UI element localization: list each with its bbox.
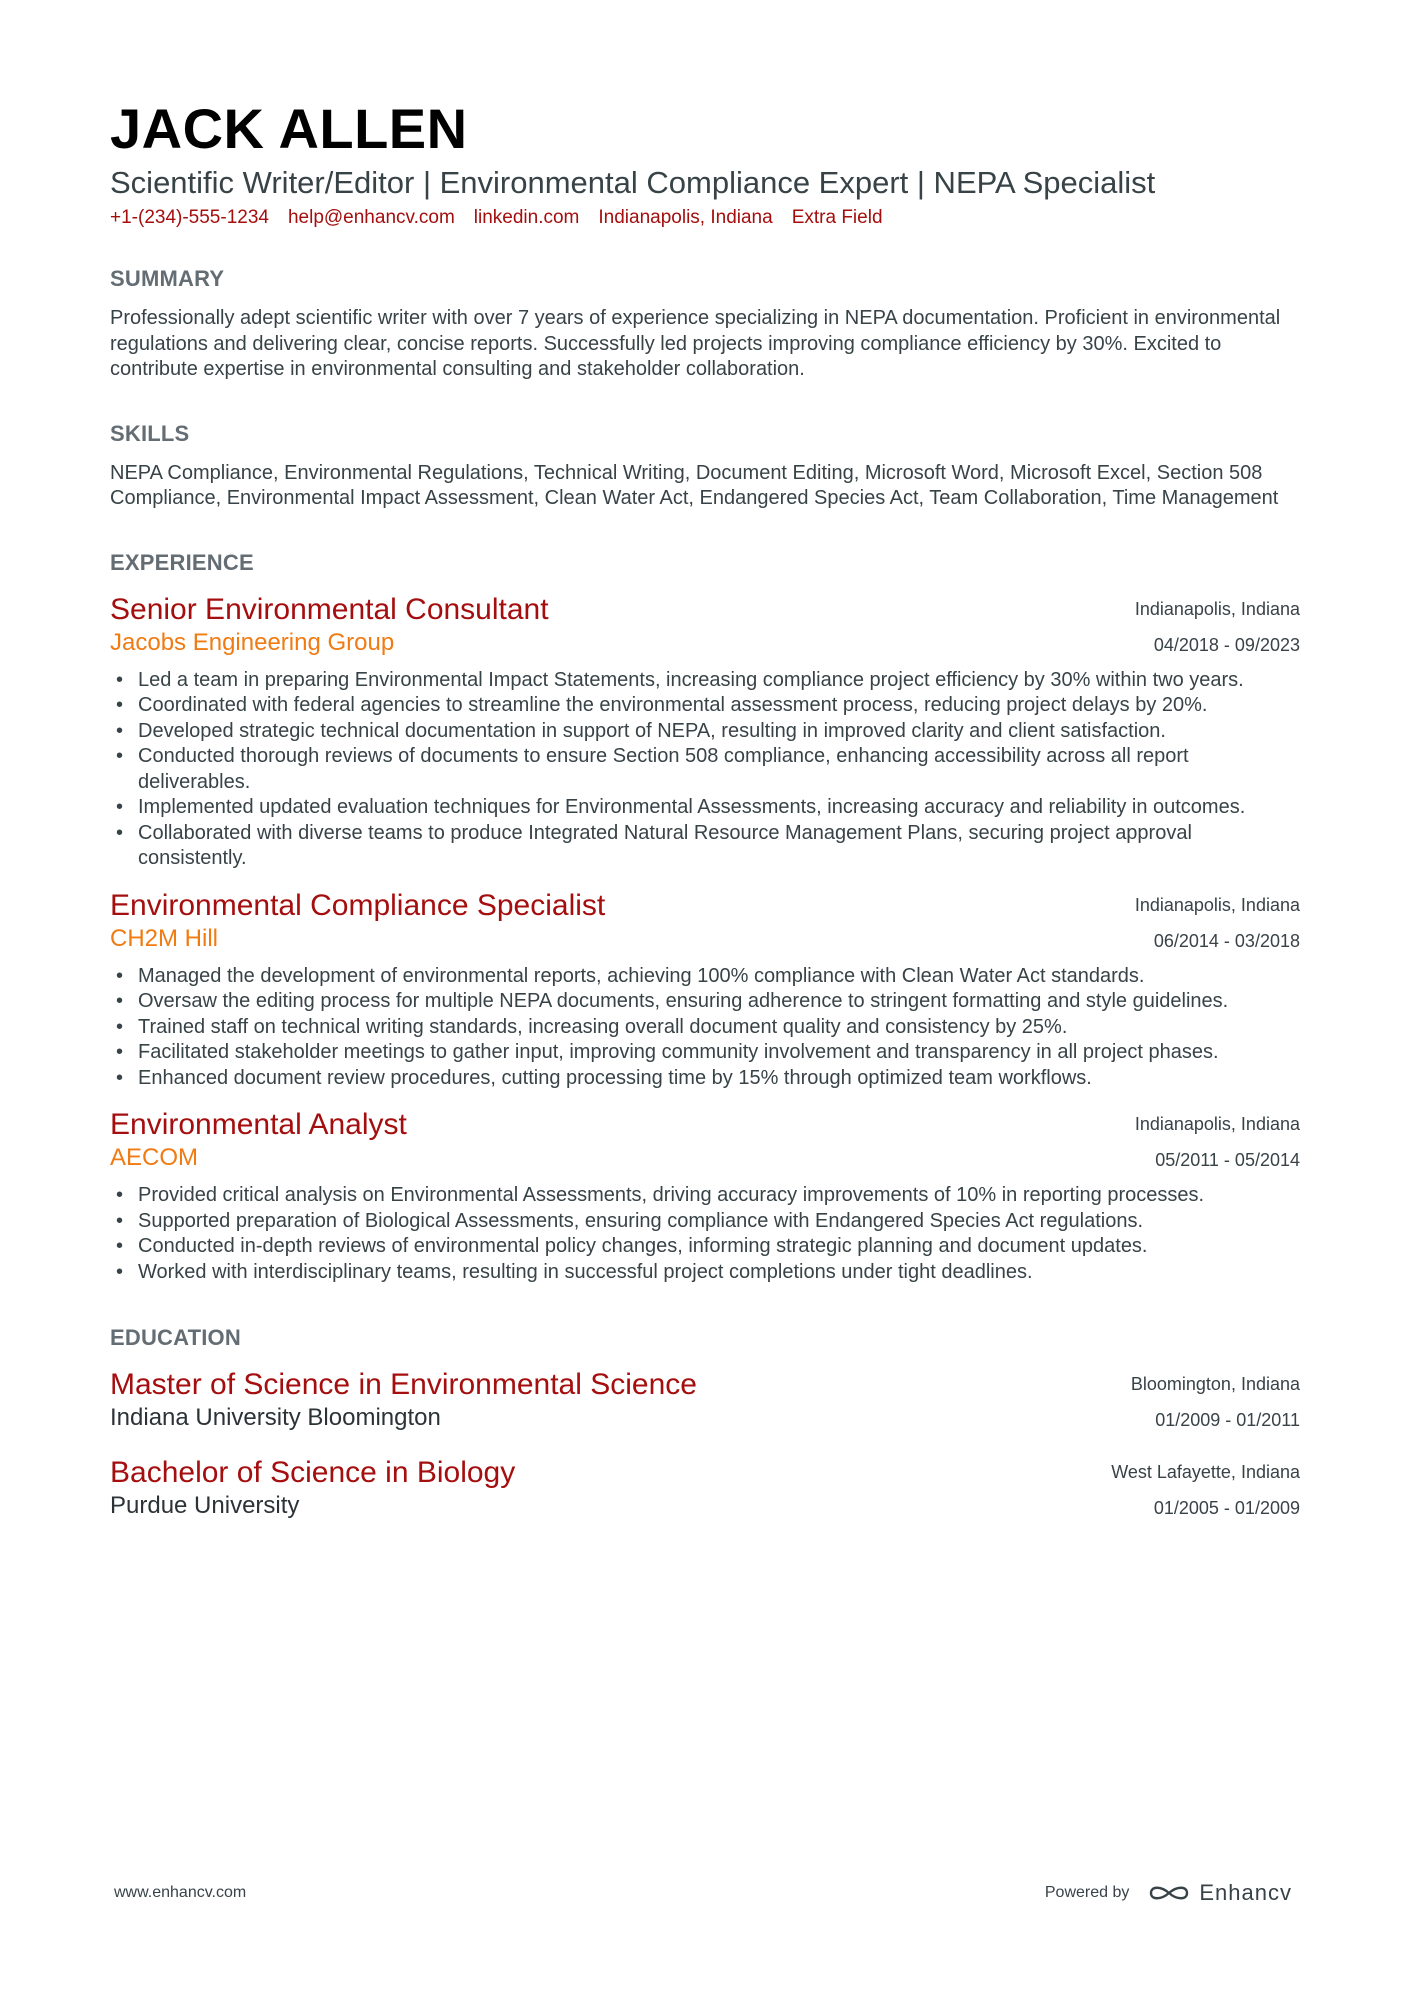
summary-heading: SUMMARY (110, 266, 225, 291)
bullet-item: • Conducted in-depth reviews of environmental policy changes, informing strategic planning and document updates. (110, 1234, 1300, 1260)
contact-location: Indianapolis, Indiana (598, 207, 773, 228)
school-name: Indiana University Bloomington (110, 1404, 441, 1431)
bullet-item: • Implemented updated evaluation techniques for Environmental Assessments, increasing accuracy and reliability in outcomes. (110, 795, 1300, 821)
skills-heading: SKILLS (110, 420, 190, 446)
page-footer (114, 1880, 1292, 1906)
bullet-item: • Supported preparation of Biological Assessments, ensuring compliance with Endangered Species Act regulations. (110, 1209, 1300, 1235)
candidate-title: Scientific Writer/Editor | Environmental Compliance Expert | NEPA Specialist (110, 165, 1156, 200)
bullet-item: • Conducted thorough reviews of documents to ensure Section 508 compliance, enhancing accessibility across all report deliverables. (110, 744, 1300, 795)
bullet-item: • Trained staff on technical writing standards, increasing overall document quality and consistency by 25%. (110, 1015, 1300, 1041)
education-heading: EDUCATION (110, 1325, 241, 1350)
resume-header (110, 98, 1300, 230)
job-header (110, 1107, 1300, 1173)
education-entry (110, 1455, 1300, 1521)
education-header (110, 1455, 1300, 1521)
enhancv-logo-icon (1147, 1881, 1191, 1905)
bullet-item: • Coordinated with federal agencies to streamline the environmental assessment process, reducing project delays by 20%. (110, 693, 1300, 719)
job-bullets (110, 668, 1300, 872)
job-entry (110, 1107, 1300, 1285)
bullet-item: • Facilitated stakeholder meetings to gather input, improving community involvement and transparency in all project phases. (110, 1040, 1300, 1066)
job-bullets (110, 1183, 1300, 1285)
bullet-item: • Collaborated with diverse teams to produce Integrated Natural Resource Management Plans, securing project approval consistently. (110, 821, 1300, 872)
bullet-item: • Enhanced document review procedures, cutting processing time by 15% through optimized team workflows. (110, 1066, 1300, 1092)
job-location: Indianapolis, Indiana (1134, 1114, 1300, 1134)
contact-extra-field: Extra Field (791, 207, 883, 228)
job-company: Jacobs Engineering Group (110, 628, 395, 656)
education-dates: 01/2009 - 01/2011 (1155, 1410, 1300, 1430)
job-dates: 04/2018 - 09/2023 (1153, 634, 1300, 655)
bullet-item: • Developed strategic technical documentation in support of NEPA, resulting in improved clarity and client satisfaction. (110, 719, 1300, 745)
bullet-item: • Worked with interdisciplinary teams, resulting in successful project completions under tight deadlines. (110, 1260, 1300, 1286)
brand-name: Enhancv (1199, 1880, 1292, 1905)
skills-text: NEPA Compliance, Environmental Regulations, Technical Writing, Document Editing, Microsoft Word, Microsoft Excel, Section 508 Compliance, Environmental Impact Assessment, Clean Water Act, Endangered Species Act, Team Collaboration, Time Management (110, 461, 1279, 509)
summary-section (110, 266, 1300, 383)
education-section (110, 1325, 1300, 1521)
job-location: Indianapolis, Indiana (1134, 894, 1300, 915)
job-bullets (110, 964, 1300, 1092)
school-location: West Lafayette, Indiana (1111, 1462, 1300, 1482)
bullet-item: • Managed the development of environmental reports, achieving 100% compliance with Clean Water Act standards. (110, 964, 1300, 990)
job-title: Environmental Analyst (110, 1108, 407, 1141)
school-location: Bloomington, Indiana (1130, 1374, 1300, 1394)
job-company: AECOM (110, 1144, 199, 1171)
contact-row (110, 206, 1300, 230)
powered-by-label: Powered by (1044, 1884, 1130, 1901)
education-header (110, 1367, 1300, 1433)
degree-title: Master of Science in Environmental Science (110, 1368, 697, 1401)
experience-section (110, 550, 1300, 1286)
job-title: Environmental Compliance Specialist (110, 888, 606, 922)
job-entry (110, 592, 1300, 872)
job-company: CH2M Hill (110, 924, 218, 952)
skills-section (110, 421, 1300, 512)
education-entry (110, 1367, 1300, 1433)
footer-website[interactable]: www.enhancv.com (114, 1884, 247, 1901)
contact-phone[interactable]: +1-(234)-555-1234 (110, 207, 269, 228)
powered-by (1045, 1880, 1292, 1906)
contact-linkedin[interactable]: linkedin.com (473, 207, 580, 228)
job-dates: 05/2011 - 05/2014 (1155, 1150, 1300, 1170)
bullet-item: • Oversaw the editing process for multiple NEPA documents, ensuring adherence to stringent formatting and style guidelines. (110, 989, 1300, 1015)
bullet-item: • Led a team in preparing Environmental Impact Statements, increasing compliance project efficiency by 30% within two years. (110, 668, 1300, 694)
job-location: Indianapolis, Indiana (1134, 598, 1300, 619)
brand-logo[interactable] (1147, 1880, 1292, 1906)
contact-email[interactable]: help@enhancv.com (287, 207, 455, 228)
job-header (110, 888, 1300, 954)
job-title: Senior Environmental Consultant (110, 592, 549, 626)
job-entry (110, 888, 1300, 1092)
summary-text: Professionally adept scientific writer with over 7 years of experience specializing in NEPA documentation. Proficient in environmental regulations and delivering clear, concise reports. Successfully led projects improving compliance efficiency by 30%. Excited to contribute expertise in environmental consulting and stakeholder collaboration. (110, 307, 1281, 380)
education-dates: 01/2005 - 01/2009 (1153, 1498, 1300, 1518)
job-dates: 06/2014 - 03/2018 (1153, 930, 1300, 951)
degree-title: Bachelor of Science in Biology (110, 1456, 516, 1489)
experience-heading: EXPERIENCE (110, 549, 254, 575)
bullet-item: • Provided critical analysis on Environmental Assessments, driving accuracy improvements of 10% in reporting processes. (110, 1183, 1300, 1209)
school-name: Purdue University (110, 1492, 300, 1519)
candidate-name: JACK ALLEN (110, 97, 468, 160)
job-header (110, 592, 1300, 658)
